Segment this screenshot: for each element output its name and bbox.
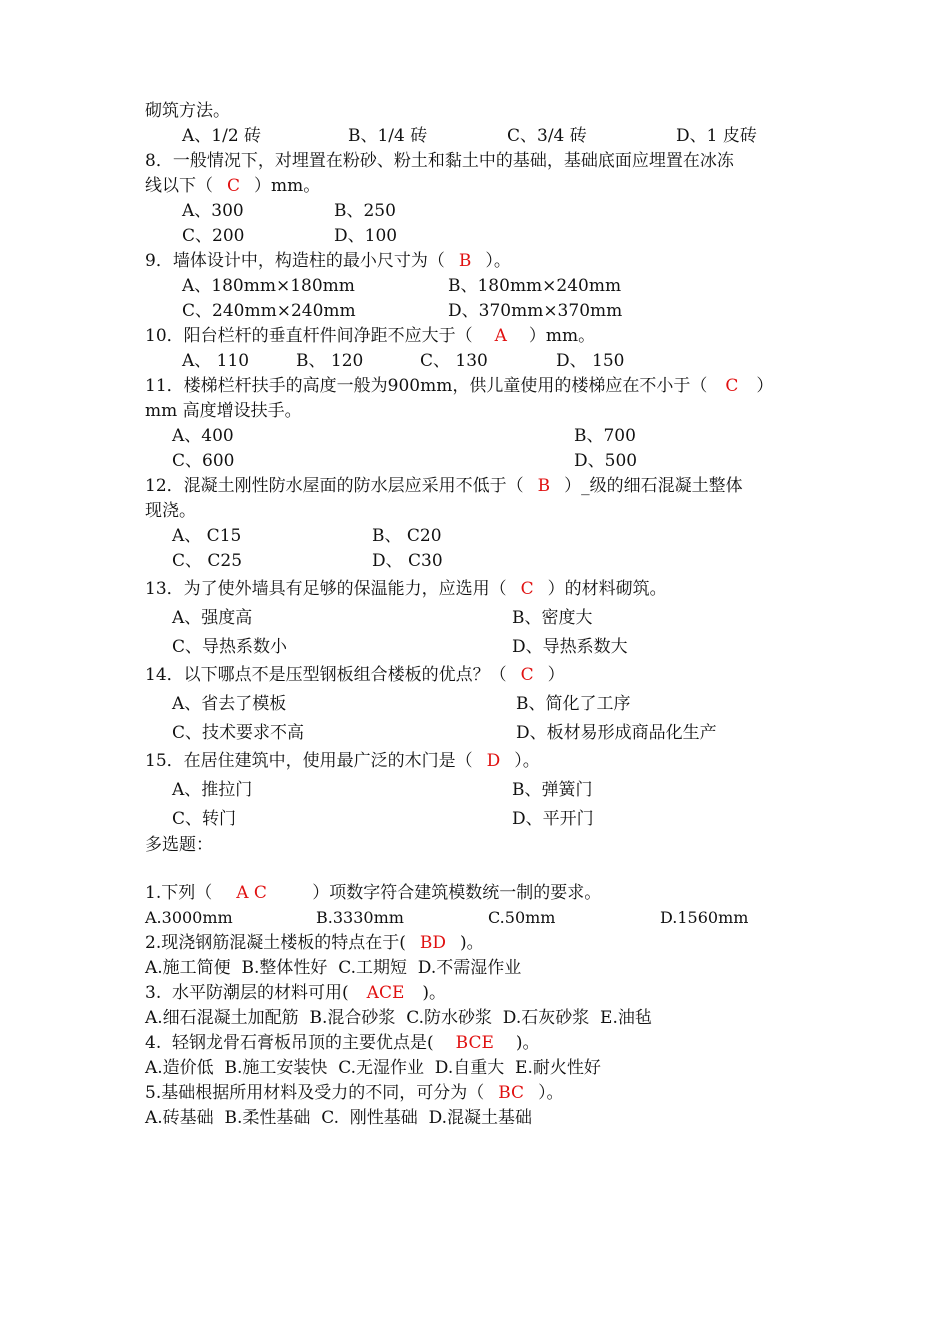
q15-option-d: D、平开门 [512,809,594,829]
m2-answer: BD [419,933,446,953]
q10-option-d: D、 150 [556,351,625,371]
q14-option-c: C、技术要求不高 [172,723,305,743]
q9-answer: B [458,251,472,271]
m3-answer: ACE [366,983,405,1003]
q15-question: 15．在居住建筑中，使用最广泛的木门是（ D ）。 [145,751,540,771]
q10-option-c: C、 130 [420,351,488,371]
m5-answer: BC [498,1083,525,1103]
q14-question: 14．以下哪点不是压型钢板组合楼板的优点？（ C ） [145,665,565,685]
q8-option-c: C、200 [182,226,245,246]
q7-option-a: A、1/2 砖 [182,126,262,146]
q9-option-c: C、240mm×240mm [182,301,356,321]
q14-answer: C [520,665,534,685]
q8-question-line1: 8．一般情况下，对埋置在粉砂、粉土和黏土中的基础，基础底面应埋置在冰冻 [145,151,734,171]
q12-option-c: C、 C25 [172,551,243,571]
q13-question: 13．为了使外墙具有足够的保温能力，应选用（ C ）的材料砌筑。 [145,579,667,599]
q7-option-d: D、1 皮砖 [676,126,757,146]
q11-option-b: B、700 [574,426,636,446]
q11-question-line2: mm 高度增设扶手。 [145,401,302,421]
q9-option-d: D、370mm×370mm [448,301,623,321]
q14-option-b: B、简化了工序 [516,694,631,714]
section-heading-multi: 多选题： [145,835,213,855]
q13-option-a: A、强度高 [172,608,253,628]
m5-question: 5.基础根据所用材料及受力的不同，可分为（ BC ）。 [145,1083,564,1103]
q11-option-d: D、500 [574,451,638,471]
q10-option-a: A、 110 [182,351,250,371]
m4-question: 4. 轻钢龙骨石膏板吊顶的主要优点是( BCE )。 [145,1033,540,1053]
m3-question: 3. 水平防潮层的材料可用( ACE )。 [145,983,447,1003]
q8-answer: C [227,176,241,196]
q13-option-d: D、导热系数大 [512,637,628,657]
m2-question: 2.现浇钢筋混凝土楼板的特点在于( BD )。 [145,933,484,953]
q8-option-d: D、100 [334,226,398,246]
m2-options: A.施工简便 B.整体性好 C.工期短 D.不需湿作业 [145,958,522,978]
m1-answer: A C [236,883,267,903]
m4-options: A.造价低 B.施工安装快 C.无湿作业 D.自重大 E.耐火性好 [145,1058,601,1078]
q8-option-b: B、250 [334,201,396,221]
q15-option-c: C、转门 [172,809,237,829]
q9-option-b: B、180mm×240mm [448,276,622,296]
q11-option-a: A、400 [172,426,234,446]
m1-option-d: D.1560mm [660,908,749,927]
m1-option-a: A.3000mm [145,908,233,927]
q13-option-b: B、密度大 [512,608,593,628]
m4-answer: BCE [455,1033,494,1053]
m1-option-c: C.50mm [488,908,556,927]
q15-answer: D [486,751,501,771]
q9-option-a: A、180mm×180mm [182,276,355,296]
q7-option-c: C、3/4 砖 [507,126,587,146]
q12-option-d: D、 C30 [372,551,443,571]
m1-option-b: B.3330mm [316,908,404,927]
q11-question-line1: 11．楼梯栏杆扶手的高度一般为900mm，供儿童使用的楼梯应在不小于（ C ） [145,376,774,396]
q11-answer: C [725,376,739,396]
q12-option-b: B、 C20 [372,526,442,546]
q13-answer: C [520,579,534,599]
q15-option-b: B、弹簧门 [512,780,593,800]
m5-options: A.砖基础 B.柔性基础 C. 刚性基础 D.混凝土基础 [145,1108,533,1128]
q11-option-c: C、600 [172,451,235,471]
q15-option-a: A、推拉门 [172,780,253,800]
q10-question: 10．阳台栏杆的垂直杆件间净距不应大于（ A ）mm。 [145,326,596,346]
q12-question-line1: 12．混凝土刚性防水屋面的防水层应采用不低于（ B ）_级的细石混凝土整体 [145,476,743,496]
q8-question-line2: 线以下（ C ）mm。 [145,176,321,196]
q7-option-b: B、1/4 砖 [348,126,428,146]
q12-answer: B [537,476,551,496]
q9-question: 9．墙体设计中，构造柱的最小尺寸为（ B ）。 [145,251,511,271]
q13-option-c: C、导热系数小 [172,637,288,657]
q12-option-a: A、 C15 [172,526,242,546]
q14-option-d: D、板材易形成商品化生产 [516,723,717,743]
m1-question: 1.下列（ A C ）项数字符合建筑模数统一制的要求。 [145,883,602,903]
q12-question-line2: 现浇。 [145,501,196,521]
q10-answer: A [494,326,507,346]
q8-option-a: A、300 [182,201,244,221]
m3-options: A.细石混凝土加配筋 B.混合砂浆 C.防水砂浆 D.石灰砂浆 E.油毡 [145,1008,652,1028]
q10-option-b: B、 120 [296,351,364,371]
q14-option-a: A、省去了模板 [172,694,287,714]
q7-continuation: 砌筑方法。 [145,101,230,121]
